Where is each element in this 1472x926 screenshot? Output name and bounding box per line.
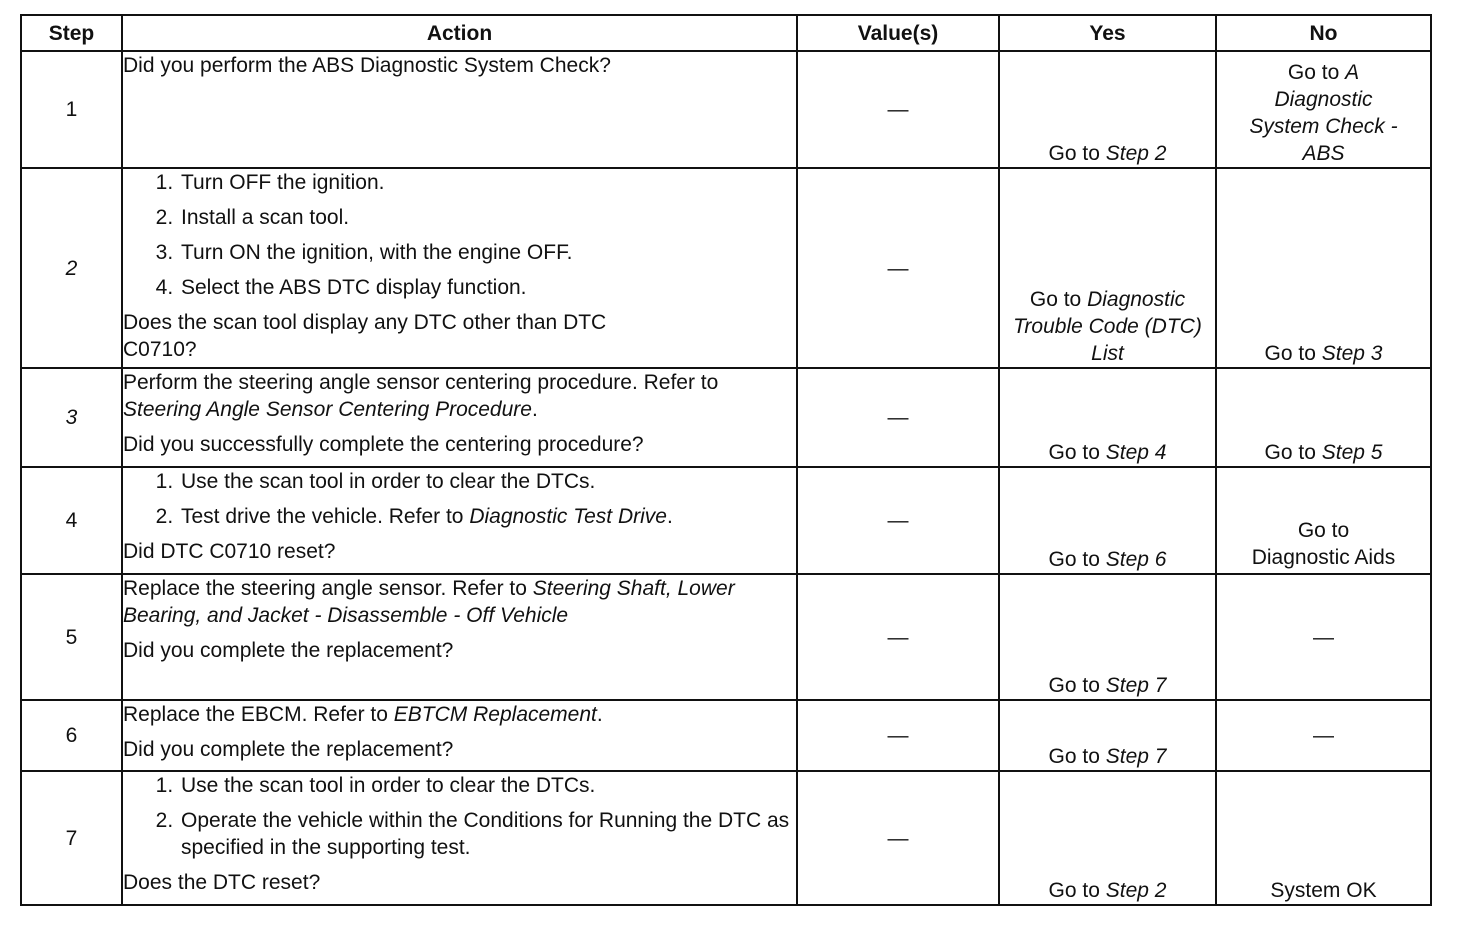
action-instruction bbox=[123, 369, 796, 423]
action-steps-list bbox=[123, 468, 796, 530]
no-cell bbox=[1216, 168, 1431, 368]
value-cell: — bbox=[797, 168, 999, 368]
no-cell bbox=[1216, 467, 1431, 574]
yes-cell bbox=[999, 467, 1216, 574]
header-no: No bbox=[1216, 15, 1431, 51]
action-step-item: 1. Use the scan tool in order to clear the DTCs. bbox=[179, 468, 796, 495]
action-question: Did DTC C0710 reset? bbox=[123, 540, 336, 563]
yes-prefix: Go to bbox=[1048, 745, 1106, 768]
action-steps-list bbox=[123, 169, 796, 301]
action-text: Replace the steering angle sensor. Refer to bbox=[123, 577, 533, 600]
action-question: Did you complete the replacement? bbox=[123, 639, 454, 662]
action-question: Does the scan tool display any DTC other than DTC C0710? bbox=[123, 311, 607, 361]
yes-cell bbox=[999, 574, 1216, 700]
action-instruction bbox=[123, 575, 743, 629]
no-cell: System OK bbox=[1216, 771, 1431, 905]
yes-prefix: Go to bbox=[1048, 879, 1106, 902]
step-number: 2 bbox=[21, 168, 122, 368]
value-cell: — bbox=[797, 771, 999, 905]
value-cell: — bbox=[797, 368, 999, 467]
no-link[interactable]: Step 5 bbox=[1321, 441, 1383, 464]
diagnostic-table bbox=[20, 14, 1432, 906]
action-text-end: . bbox=[531, 398, 538, 421]
yes-link[interactable]: Step 2 bbox=[1105, 879, 1167, 902]
table-row-step-2 bbox=[21, 168, 1431, 368]
yes-link[interactable]: Step 2 bbox=[1105, 142, 1167, 165]
action-step-item: 2. Install a scan tool. bbox=[179, 204, 796, 231]
action-step-item: 1. Use the scan tool in order to clear the DTCs. bbox=[179, 772, 796, 799]
table-row-step-5 bbox=[21, 574, 1431, 700]
header-action: Action bbox=[122, 15, 797, 51]
yes-prefix: Go to bbox=[1048, 548, 1106, 571]
yes-link[interactable]: Diagnostic Trouble Code (DTC) List bbox=[1013, 288, 1202, 365]
yes-cell bbox=[999, 700, 1216, 771]
action-cell bbox=[122, 771, 797, 905]
yes-link[interactable]: Step 4 bbox=[1105, 441, 1167, 464]
yes-cell bbox=[999, 168, 1216, 368]
yes-prefix: Go to bbox=[1048, 441, 1106, 464]
no-link[interactable]: Step 3 bbox=[1321, 342, 1383, 365]
table-row-step-4 bbox=[21, 467, 1431, 574]
action-step-item: 4. Select the ABS DTC display function. bbox=[179, 274, 796, 301]
yes-cell bbox=[999, 368, 1216, 467]
step-number: 4 bbox=[21, 467, 122, 574]
action-cell bbox=[122, 168, 797, 368]
value-cell: — bbox=[797, 574, 999, 700]
action-text: Replace the EBCM. Refer to bbox=[123, 703, 394, 726]
no-cell: — bbox=[1216, 574, 1431, 700]
action-instruction bbox=[123, 701, 796, 728]
action-step-item: 3. Turn ON the ignition, with the engine OFF. bbox=[179, 239, 796, 266]
action-cell bbox=[122, 574, 797, 700]
action-reference[interactable]: Steering Angle Sensor Centering Procedure bbox=[123, 398, 532, 421]
header-step: Step bbox=[21, 15, 122, 51]
action-cell bbox=[122, 700, 797, 771]
action-text-end: . bbox=[666, 505, 673, 528]
action-text: Perform the steering angle sensor centering procedure. Refer to bbox=[123, 371, 719, 394]
yes-prefix: Go to bbox=[1029, 288, 1088, 311]
yes-link[interactable]: Step 7 bbox=[1105, 674, 1167, 697]
table-row-step-1 bbox=[21, 51, 1431, 168]
no-prefix: Go to bbox=[1287, 61, 1346, 84]
step-number: 3 bbox=[21, 368, 122, 467]
yes-link[interactable]: Step 7 bbox=[1105, 745, 1167, 768]
action-step-item: 2. Operate the vehicle within the Conditions for Running the DTC as specified in the supporting test. bbox=[179, 807, 796, 861]
table-row-step-6 bbox=[21, 700, 1431, 771]
action-text: Test drive the vehicle. Refer to bbox=[181, 505, 470, 528]
action-reference[interactable]: Steering Shaft, Lower Bearing, and Jacket - Disassemble - Off Vehicle bbox=[123, 577, 735, 627]
value-cell: — bbox=[797, 700, 999, 771]
yes-cell bbox=[999, 771, 1216, 905]
action-cell bbox=[122, 51, 797, 168]
action-reference[interactable]: EBTCM Replacement bbox=[393, 703, 597, 726]
value-cell: — bbox=[797, 51, 999, 168]
action-steps-list bbox=[123, 772, 796, 861]
action-text-end: . bbox=[596, 703, 603, 726]
step-number: 1 bbox=[21, 51, 122, 168]
no-link[interactable]: A Diagnostic System Check - ABS bbox=[1249, 61, 1398, 165]
no-cell bbox=[1216, 368, 1431, 467]
header-yes: Yes bbox=[999, 15, 1216, 51]
action-cell bbox=[122, 467, 797, 574]
action-step-item bbox=[179, 503, 796, 530]
yes-prefix: Go to bbox=[1048, 142, 1106, 165]
action-question: Did you successfully complete the centering procedure? bbox=[123, 433, 644, 456]
step-number: 7 bbox=[21, 771, 122, 905]
action-reference[interactable]: Diagnostic Test Drive bbox=[469, 505, 667, 528]
yes-link[interactable]: Step 6 bbox=[1105, 548, 1167, 571]
no-prefix: Go to bbox=[1264, 342, 1322, 365]
yes-cell bbox=[999, 51, 1216, 168]
no-cell: — bbox=[1216, 700, 1431, 771]
no-cell bbox=[1216, 51, 1431, 168]
action-question: Does the DTC reset? bbox=[123, 871, 321, 894]
table-row-step-7 bbox=[21, 771, 1431, 905]
action-question: Did you perform the ABS Diagnostic System Check? bbox=[123, 54, 611, 77]
table-row-step-3 bbox=[21, 368, 1431, 467]
table-header-row bbox=[21, 15, 1431, 51]
no-prefix: Go to bbox=[1264, 441, 1322, 464]
no-link[interactable]: Go to Diagnostic Aids bbox=[1251, 519, 1396, 569]
action-cell bbox=[122, 368, 797, 467]
value-cell: — bbox=[797, 467, 999, 574]
yes-prefix: Go to bbox=[1048, 674, 1106, 697]
header-values: Value(s) bbox=[797, 15, 999, 51]
step-number: 5 bbox=[21, 574, 122, 700]
step-number: 6 bbox=[21, 700, 122, 771]
action-question: Did you complete the replacement? bbox=[123, 738, 454, 761]
action-step-item: 1. Turn OFF the ignition. bbox=[179, 169, 796, 196]
